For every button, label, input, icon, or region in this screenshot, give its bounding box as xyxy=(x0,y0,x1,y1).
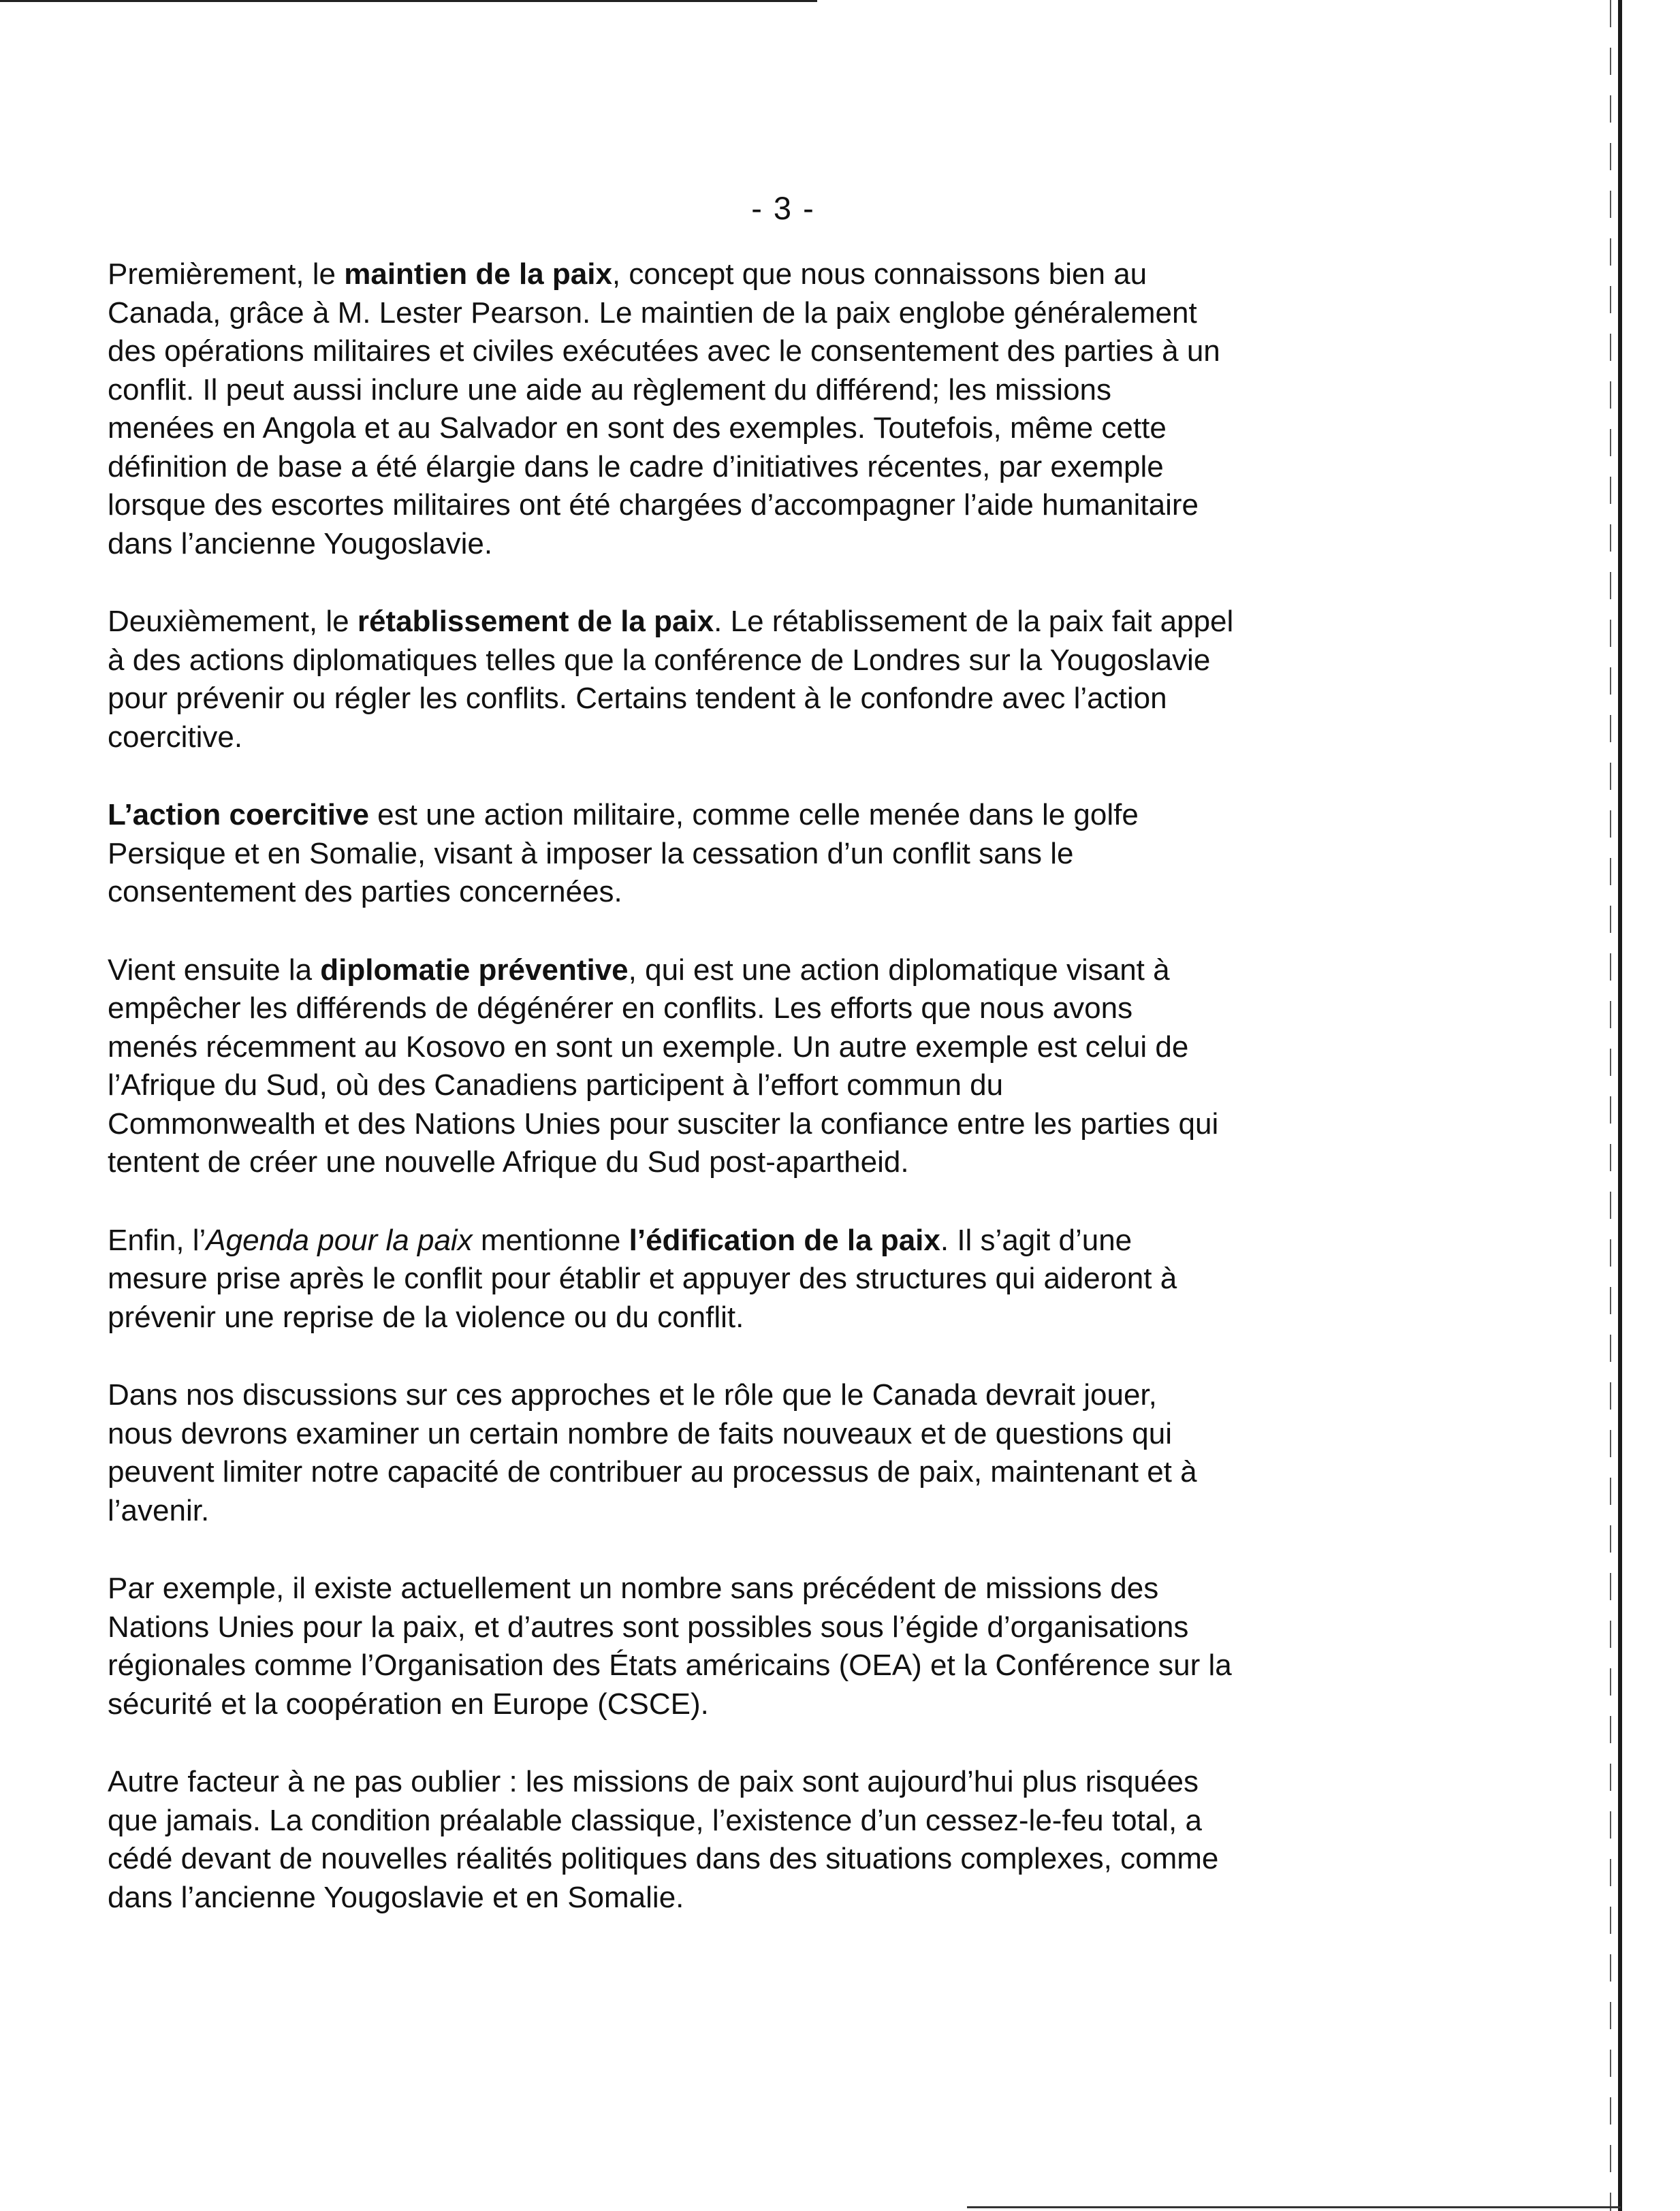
paragraph xyxy=(108,603,1470,757)
text-segment: Deuxièmement, le xyxy=(108,605,358,638)
text-segment: Autre facteur à ne pas oublier : les missions de paix sont aujourd’hui plus risquées xyxy=(108,1765,1199,1798)
text-segment: prévenir une reprise de la violence ou du conflit. xyxy=(108,1300,744,1334)
text-line xyxy=(108,1105,1470,1144)
page-number: - 3 - xyxy=(751,190,815,226)
text-segment: lorsque des escortes militaires ont été chargées d’accompagner l’aide humanitaire xyxy=(108,488,1199,522)
text-segment: . Le rétablissement de la paix fait appel xyxy=(714,605,1234,638)
text-segment: , concept que nous connaissons bien au xyxy=(612,257,1147,291)
text-segment: empêcher les différends de dégénérer en conflits. Les efforts que nous avons xyxy=(108,991,1133,1025)
text-line xyxy=(108,1143,1470,1182)
text-segment: consentement des parties concernées. xyxy=(108,875,622,908)
scan-bottom-border xyxy=(967,2206,1621,2208)
text-line xyxy=(108,409,1470,448)
text-segment: Canada, grâce à M. Lester Pearson. Le maintien de la paix englobe généralement xyxy=(108,296,1197,330)
scan-top-border xyxy=(0,0,817,2)
text-segment: Dans nos discussions sur ces approches et le rôle que le Canada devrait jouer, xyxy=(108,1378,1157,1412)
text-segment: sécurité et la coopération en Europe (CSCE). xyxy=(108,1687,709,1721)
text-segment: dans l’ancienne Yougoslavie. xyxy=(108,526,493,560)
text-segment: cédé devant de nouvelles réalités politiques dans des situations complexes, comme xyxy=(108,1842,1219,1875)
text-line xyxy=(108,1647,1470,1685)
text-segment: coercitive. xyxy=(108,720,243,754)
paragraph xyxy=(108,1570,1470,1723)
text-segment: peuvent limiter notre capacité de contribuer au processus de paix, maintenant et à xyxy=(108,1455,1197,1489)
text-line xyxy=(108,1299,1470,1337)
bold-term: maintien de la paix xyxy=(344,257,612,291)
text-segment: Vient ensuite la xyxy=(108,953,321,987)
text-segment: régionales comme l’Organisation des États américains (OEA) et la Conférence sur la xyxy=(108,1649,1232,1682)
text-segment: pour prévenir ou régler les conflits. Certains tendent à le confondre avec l’action xyxy=(108,682,1167,715)
text-line xyxy=(108,989,1470,1028)
text-segment: , qui est une action diplomatique visant à xyxy=(628,953,1170,987)
text-segment: l’avenir. xyxy=(108,1493,210,1527)
text-line xyxy=(108,332,1470,371)
text-line xyxy=(108,680,1470,718)
text-line xyxy=(108,873,1470,912)
bold-term: diplomatie préventive xyxy=(320,953,629,987)
text-line xyxy=(108,1763,1470,1802)
text-segment: . Il s’agit d’une xyxy=(940,1223,1132,1257)
paragraph xyxy=(108,1222,1470,1337)
text-segment: Enfin, l’ xyxy=(108,1223,206,1257)
text-segment: menés récemment au Kosovo en sont un exemple. Un autre exemple est celui de xyxy=(108,1030,1189,1064)
text-segment: Commonwealth et des Nations Unies pour susciter la confiance entre les parties qui xyxy=(108,1107,1219,1141)
text-line xyxy=(108,294,1470,333)
text-segment: dans l’ancienne Yougoslavie et en Somalie. xyxy=(108,1880,684,1914)
bold-term: rétablissement de la paix xyxy=(357,605,714,638)
text-line xyxy=(108,1453,1470,1492)
text-line xyxy=(108,1415,1470,1454)
text-line xyxy=(108,718,1470,757)
text-segment: est une action militaire, comme celle menée dans le golfe xyxy=(368,798,1139,831)
text-segment: mentionne xyxy=(472,1223,629,1257)
document-body xyxy=(108,255,1470,1956)
text-segment: l’Afrique du Sud, où des Canadiens participent à l’effort commun du xyxy=(108,1068,1004,1102)
text-line xyxy=(108,1066,1470,1105)
text-line xyxy=(108,255,1470,294)
text-line xyxy=(108,796,1470,835)
text-segment: mesure prise après le conflit pour établir et appuyer des structures qui aideront à xyxy=(108,1262,1177,1295)
scan-right-edge xyxy=(1618,0,1622,2211)
text-line xyxy=(108,1028,1470,1067)
text-line xyxy=(108,951,1470,990)
bold-term: l’édification de la paix xyxy=(629,1223,940,1257)
text-line xyxy=(108,1376,1470,1415)
text-line xyxy=(108,1222,1470,1260)
text-segment: Nations Unies pour la paix, et d’autres sont possibles sous l’égide d’organisations xyxy=(108,1610,1189,1644)
text-line xyxy=(108,641,1470,680)
scan-right-edge-dashes xyxy=(1610,0,1611,2211)
text-segment: Persique et en Somalie, visant à imposer la cessation d’un conflit sans le xyxy=(108,836,1074,870)
text-segment: définition de base a été élargie dans le cadre d’initiatives récentes, par exemple xyxy=(108,449,1164,483)
paragraph xyxy=(108,255,1470,563)
bold-term: L’action coercitive xyxy=(108,798,369,831)
text-line xyxy=(108,525,1470,564)
text-segment: que jamais. La condition préalable classique, l’existence d’un cessez-le-feu total, a xyxy=(108,1803,1202,1837)
text-line xyxy=(108,1840,1470,1879)
text-segment: conflit. Il peut aussi inclure une aide au règlement du différend; les missions xyxy=(108,372,1112,407)
italic-title: Agenda pour la paix xyxy=(206,1223,473,1257)
text-segment: des opérations militaires et civiles exécutées avec le consentement des parties à un xyxy=(108,334,1220,368)
paragraph xyxy=(108,1763,1470,1917)
text-line xyxy=(108,1608,1470,1647)
text-line xyxy=(108,1260,1470,1299)
text-line xyxy=(108,448,1470,487)
text-line xyxy=(108,1492,1470,1531)
text-line xyxy=(108,835,1470,874)
paragraph xyxy=(108,1376,1470,1530)
text-line xyxy=(108,603,1470,641)
text-segment: Par exemple, il existe actuellement un nombre sans précédent de missions des xyxy=(108,1572,1159,1605)
text-segment: Premièrement, le xyxy=(108,257,345,291)
text-line xyxy=(108,1685,1470,1724)
text-segment: menées en Angola et au Salvador en sont des exemples. Toutefois, même cette xyxy=(108,411,1167,445)
text-segment: tentent de créer une nouvelle Afrique du Sud post-apartheid. xyxy=(108,1145,909,1179)
text-segment: nous devrons examiner un certain nombre de faits nouveaux et de questions qui xyxy=(108,1416,1172,1450)
text-line xyxy=(108,486,1470,525)
text-line xyxy=(108,1879,1470,1918)
paragraph xyxy=(108,951,1470,1182)
text-line xyxy=(108,371,1470,410)
text-line xyxy=(108,1570,1470,1608)
text-segment: à des actions diplomatiques telles que la conférence de Londres sur la Yougoslavie xyxy=(108,643,1211,677)
paragraph xyxy=(108,796,1470,912)
text-line xyxy=(108,1802,1470,1841)
